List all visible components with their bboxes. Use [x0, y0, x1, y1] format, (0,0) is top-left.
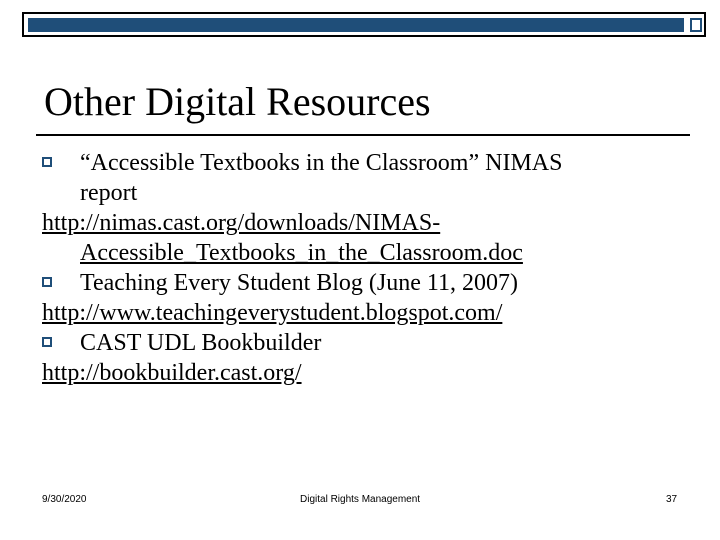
bullet-text: “Accessible Textbooks in the Classroom” NIMAS — [80, 150, 563, 176]
square-bullet-icon — [42, 337, 52, 347]
bullet-text-continuation: report — [80, 180, 138, 206]
footer-page-number: 37 — [666, 494, 678, 505]
square-bullet-icon — [42, 157, 52, 167]
bullet-item-nimas — [42, 148, 702, 208]
header-bar-corner-box — [690, 18, 702, 32]
link-text[interactable]: http://bookbuilder.cast.org/ — [42, 360, 302, 386]
header-bar-fill — [28, 18, 684, 32]
slide-content — [42, 148, 702, 388]
square-bullet-icon — [42, 277, 52, 287]
footer-title: Digital Rights Management — [300, 494, 421, 505]
title-divider — [36, 134, 690, 136]
link-bookbuilder[interactable] — [42, 358, 702, 388]
link-text-line-2[interactable]: Accessible_Textbooks_in_the_Classroom.doc — [80, 240, 523, 266]
bullet-text: CAST UDL Bookbuilder — [80, 330, 322, 356]
link-blog[interactable] — [42, 298, 702, 328]
link-nimas[interactable] — [42, 208, 702, 268]
bullet-item-bookbuilder — [42, 328, 702, 358]
link-text[interactable]: http://www.teachingeverystudent.blogspot.com/ — [42, 300, 503, 326]
link-text-line-1[interactable]: http://nimas.cast.org/downloads/NIMAS- — [42, 210, 441, 236]
slide-title: Other Digital Resources — [44, 79, 431, 124]
footer-date: 9/30/2020 — [42, 494, 87, 505]
header-bar — [22, 12, 706, 37]
bullet-item-blog — [42, 268, 702, 298]
bullet-text: Teaching Every Student Blog (June 11, 2007) — [80, 270, 519, 296]
